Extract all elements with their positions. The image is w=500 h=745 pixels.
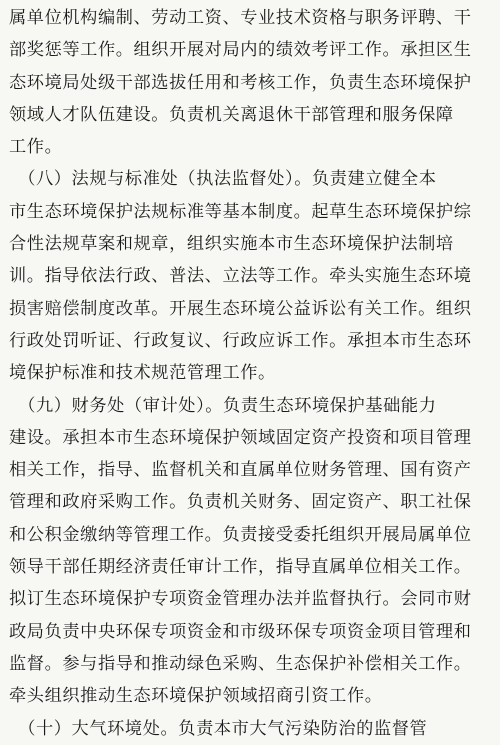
text-line: 损害赔偿制度改革。开展生态环境公益诉讼有关工作。组织	[9, 298, 472, 319]
text-line: 训。指导依法行政、普法、立法等工作。牵头实施生态环境	[9, 266, 472, 287]
text-line: 境保护标准和技术规范管理工作。	[9, 363, 276, 384]
text-line: 政局负责中央环保专项资金和市级环保专项资金项目管理和	[9, 621, 472, 642]
section-heading-8: （八）法规与标准处（执法监督处）。负责建立健全本	[9, 169, 437, 190]
section-heading-9: （九）财务处（审计处）。负责生态环境保护基础能力	[9, 395, 437, 416]
text-line: 牵头组织推动生态环境保护领域招商引资工作。	[9, 686, 383, 707]
text-line: 合性法规草案和规章，组织实施本市生态环境保护法制培	[9, 234, 454, 255]
text-line: 拟订生态环境保护专项资金管理办法并监督执行。会同市财	[9, 589, 472, 610]
text-line: 工作。	[9, 137, 63, 158]
text-line: 领域人才队伍建设。负责机关离退休干部管理和服务保障	[9, 104, 454, 125]
text-line: 建设。承担本市生态环境保护领域固定资产投资和项目管理	[9, 427, 472, 448]
text-line: 态环境局处级干部选拔任用和考核工作，负责生态环境保护	[9, 72, 472, 93]
text-line: 相关工作，指导、监督机关和直属单位财务管理、国有资产	[9, 460, 472, 481]
text-line: 领导干部任期经济责任审计工作，指导直属单位相关工作。	[9, 557, 472, 578]
text-line: 行政处罚听证、行政复议、行政应诉工作。承担本市生态环	[9, 330, 472, 351]
text-line: 市生态环境保护法规标准等基本制度。起草生态环境保护综	[9, 201, 472, 222]
section-heading-10: （十）大气环境处。负责本市大气污染防治的监督管	[9, 718, 428, 739]
text-line: 属单位机构编制、劳动工资、专业技术资格与职务评聘、干	[9, 8, 472, 28]
text-line: 管理和政府采购工作。负责机关财务、固定资产、职工社保	[9, 492, 472, 513]
text-line: 部奖惩等工作。组织开展对局内的绩效考评工作。承担区生	[9, 40, 472, 61]
text-line: 监督。参与指导和推动绿色采购、生态保护补偿相关工作。	[9, 653, 472, 674]
text-line: 和公积金缴纳等管理工作。负责接受委托组织开展局属单位	[9, 524, 472, 545]
